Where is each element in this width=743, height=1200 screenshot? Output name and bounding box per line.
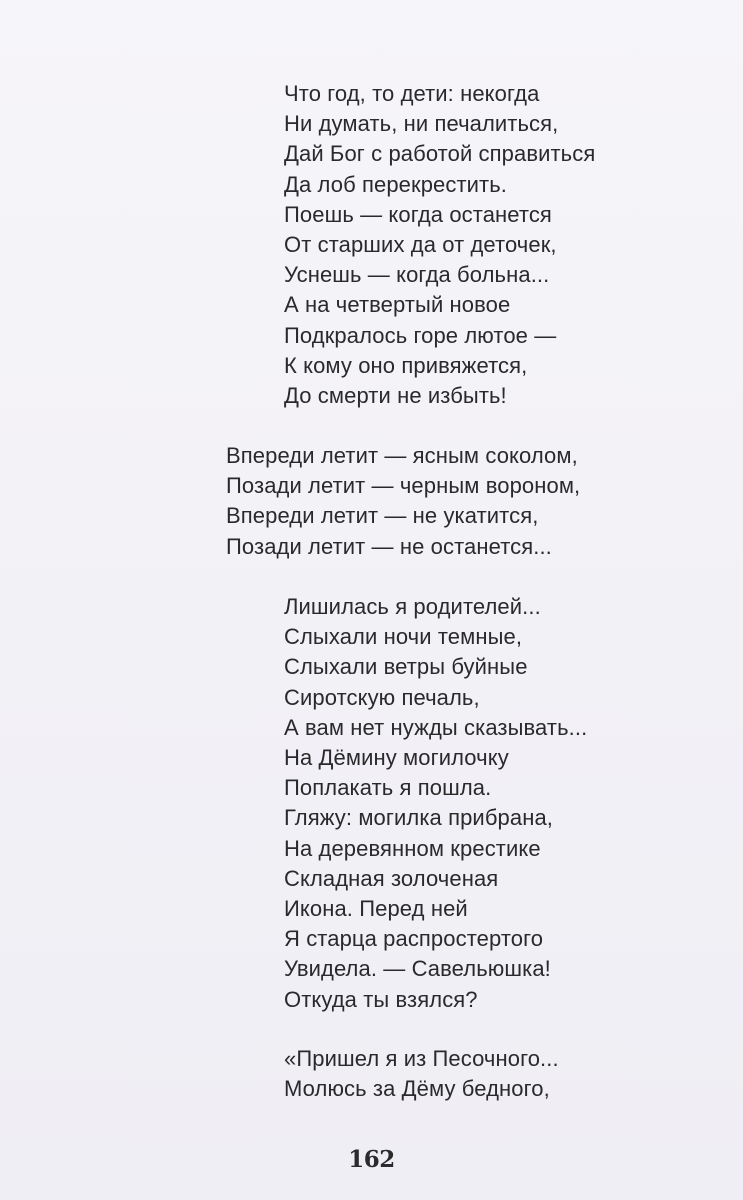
stanza-2 [226,441,580,562]
poem-line: Складная золоченая [284,865,499,891]
poem-line: На деревянном крестике [284,835,541,861]
poem-line: До смерти не избыть! [284,383,507,409]
poem-line: Икона. Перед ней [284,896,468,922]
poem-line: Гляжу: могилка прибрана, [284,805,553,831]
poem-line: Лишилась я родителей... [284,594,541,619]
poem-line: «Пришел я из Песочного... [284,1046,559,1071]
poem-line: Сиротскую печаль, [284,684,480,710]
poem-line: А вам нет нужды сказывать... [284,714,588,740]
poem-line: А на четвертый новое [284,292,511,318]
poem-line: Увидела. — Савельюшка! [284,956,551,982]
poem-line: Откуда ты взялся? [284,986,478,1012]
poem-line: Подкралось горе лютое — [284,322,557,348]
poem-line: Ни думать, ни печалиться, [284,111,559,137]
poem-line: Дай Бог с работой справиться [284,141,596,167]
poem-line: Впереди летит — не укатится, [226,503,539,529]
poem-line: Уснешь — когда больна... [284,262,550,288]
poem-line: Поплакать я пошла. [284,775,492,801]
poem-line: Поешь — когда останется [284,201,552,227]
stanza-4 [284,1044,559,1104]
poem-line: На Дёмину могилочку [284,745,509,771]
poem-line: Слыхали ночи темные, [284,624,523,650]
stanza-1 [284,79,595,411]
poem-line: Позади летит — черным вороном, [226,473,581,499]
page-number: 162 [348,1146,395,1173]
poem-line: От старших да от деточек, [284,232,557,258]
stanza-3 [284,592,587,1015]
poem-line: Я старца распростертого [284,926,544,952]
poem-line: К кому оно привяжется, [284,352,528,378]
poem-line: Да лоб перекрестить. [284,171,508,197]
poem-line: Молюсь за Дёму бедного, [284,1076,550,1102]
poem-line: Слыхали ветры буйные [284,654,528,680]
poem-line: Позади летит — не останется... [226,533,552,559]
poem-line: Что год, то дети: некогда [284,81,540,106]
poem-line: Впереди летит — ясным соколом, [226,443,578,468]
